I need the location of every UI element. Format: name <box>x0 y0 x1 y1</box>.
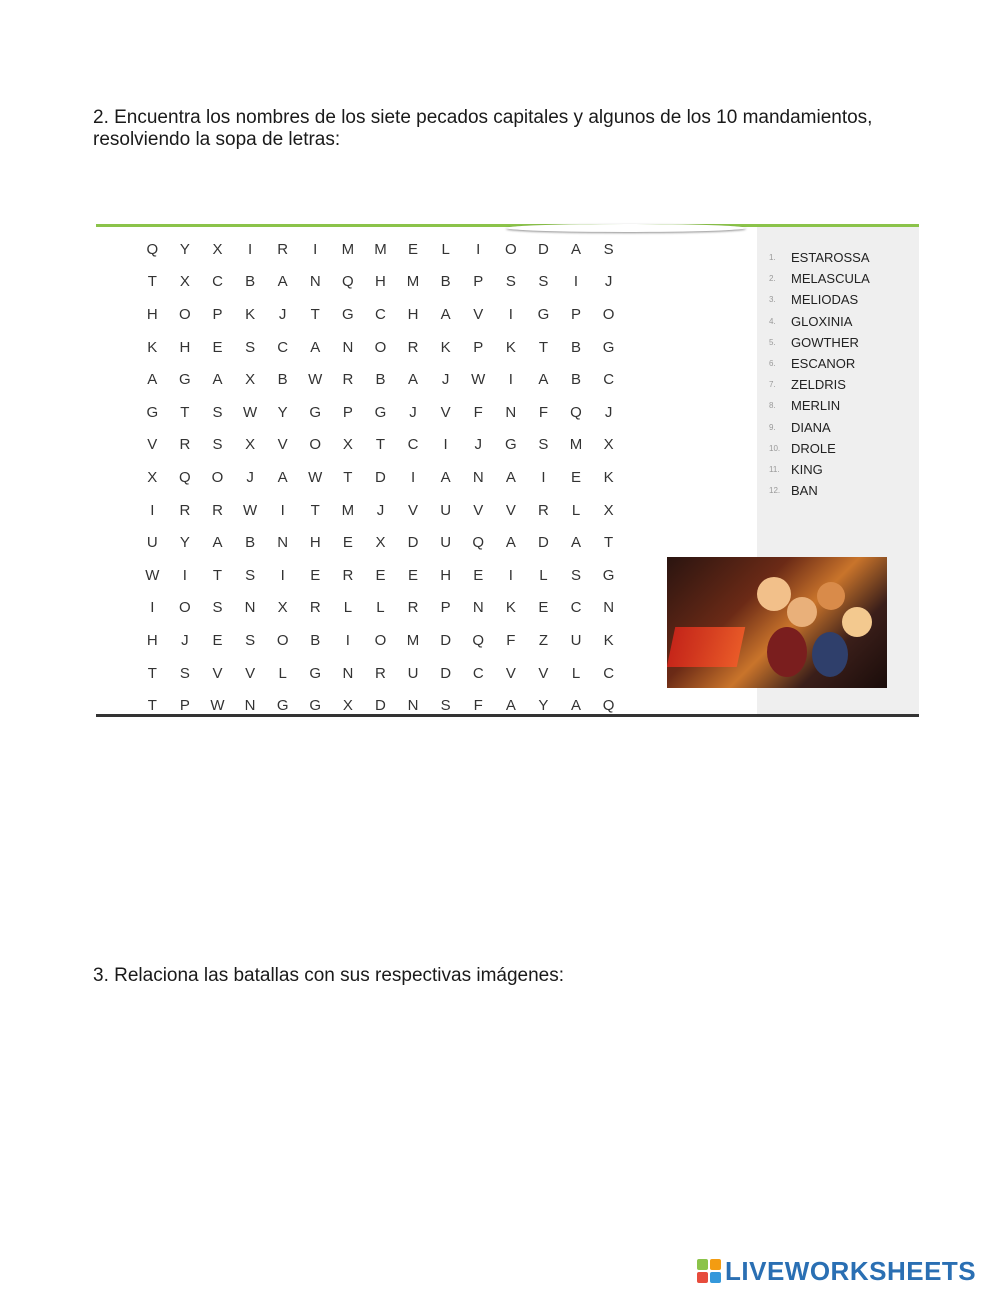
word-text: KING <box>791 461 823 477</box>
grid-letter[interactable]: V <box>505 664 516 682</box>
grid-letter[interactable]: X <box>342 436 353 454</box>
grid-letter[interactable]: C <box>407 436 419 454</box>
grid-letter[interactable]: E <box>408 240 419 258</box>
grid-letter[interactable]: E <box>473 566 484 584</box>
anime-artwork-image <box>667 557 887 688</box>
grid-letter[interactable]: O <box>374 631 387 649</box>
grid-letter[interactable]: I <box>345 631 350 649</box>
grid-letter[interactable]: F <box>473 403 483 421</box>
grid-letter[interactable]: B <box>310 631 321 649</box>
grid-letter[interactable]: S <box>538 436 549 454</box>
grid-letter[interactable]: F <box>538 403 548 421</box>
grid-letter[interactable]: T <box>343 468 353 486</box>
grid-letter[interactable]: P <box>571 305 582 323</box>
grid-letter[interactable]: L <box>278 664 287 682</box>
grid-letter[interactable]: O <box>179 305 191 323</box>
grid-letter[interactable]: O <box>374 338 387 356</box>
grid-letter[interactable]: O <box>211 468 224 486</box>
grid-letter[interactable]: X <box>375 534 386 552</box>
grid-letter[interactable]: I <box>541 468 546 486</box>
grid-letter[interactable]: J <box>181 631 189 649</box>
word-text: MELIODAS <box>791 292 859 308</box>
grid-letter[interactable]: S <box>245 566 256 584</box>
word-list <box>769 247 870 501</box>
word-list-item <box>769 332 870 353</box>
grid-letter[interactable]: G <box>504 436 517 454</box>
word-text: MERLIN <box>791 398 841 414</box>
logo-text: LIVEWORKSHEETS <box>725 1255 977 1286</box>
grid-letter[interactable]: O <box>276 631 289 649</box>
logo-blocks-icon <box>697 1259 721 1283</box>
grid-letter[interactable]: V <box>473 501 484 519</box>
word-text: MELASCULA <box>791 271 870 287</box>
logo-block <box>710 1259 721 1270</box>
grid-letter[interactable]: Y <box>538 697 549 715</box>
grid-letter[interactable]: Q <box>342 273 354 291</box>
grid-letter[interactable]: D <box>375 697 386 715</box>
grid-letter[interactable]: N <box>309 273 321 291</box>
grid-letter[interactable]: J <box>441 371 450 389</box>
grid-letter[interactable]: V <box>408 501 419 519</box>
grid-letter[interactable]: M <box>406 631 420 649</box>
grid-letter[interactable]: Q <box>602 697 615 715</box>
grid-letter[interactable]: T <box>310 501 320 519</box>
grid-letter[interactable]: T <box>180 403 190 421</box>
grid-letter[interactable]: S <box>603 240 614 258</box>
grid-letter[interactable]: I <box>508 305 513 323</box>
grid-letter[interactable]: G <box>276 697 289 715</box>
grid-letter[interactable]: E <box>212 631 223 649</box>
grid-letter[interactable]: L <box>441 240 450 258</box>
liveworksheets-logo <box>697 1257 976 1285</box>
grid-letter[interactable]: I <box>508 371 513 389</box>
grid-letter[interactable]: I <box>280 501 285 519</box>
grid-letter[interactable]: D <box>538 240 549 258</box>
grid-letter[interactable]: R <box>277 240 289 258</box>
grid-letter[interactable]: G <box>602 338 615 356</box>
grid-letter[interactable]: Q <box>570 403 582 421</box>
word-list-item <box>769 374 870 395</box>
grid-letter[interactable]: J <box>604 273 613 291</box>
grid-letter[interactable]: V <box>277 436 288 454</box>
grid-letter[interactable]: R <box>212 501 223 519</box>
grid-letter[interactable]: I <box>313 240 318 258</box>
grid-letter[interactable]: S <box>212 599 223 617</box>
grid-letter[interactable]: L <box>539 566 548 584</box>
grid-letter[interactable]: N <box>277 534 289 552</box>
question-3-text: 3. Relaciona las batallas con sus respectivas imágenes: <box>93 965 565 986</box>
grid-letter[interactable]: N <box>342 664 354 682</box>
grid-letter[interactable]: Y <box>179 240 190 258</box>
grid-letter[interactable]: X <box>277 599 288 617</box>
word-number: 6. <box>769 359 776 369</box>
grid-letter[interactable]: P <box>212 305 223 323</box>
grid-letter[interactable]: I <box>443 436 448 454</box>
word-list-item <box>769 417 870 438</box>
grid-letter[interactable]: N <box>472 468 484 486</box>
word-text: ESTAROSSA <box>791 250 870 266</box>
grid-letter[interactable]: I <box>150 599 155 617</box>
grid-letter[interactable]: X <box>342 697 353 715</box>
word-text: BAN <box>791 483 818 499</box>
grid-letter[interactable]: E <box>212 338 223 356</box>
grid-letter[interactable]: S <box>245 631 256 649</box>
grid-letter[interactable]: C <box>603 664 615 682</box>
word-text: ZELDRIS <box>791 377 846 393</box>
grid-letter[interactable]: E <box>310 566 321 584</box>
grid-letter[interactable]: V <box>245 664 256 682</box>
grid-letter[interactable]: A <box>212 534 223 552</box>
grid-letter[interactable]: M <box>341 240 355 258</box>
grid-letter[interactable]: J <box>604 403 613 421</box>
word-number: 7. <box>769 380 776 390</box>
grid-letter[interactable]: X <box>245 436 256 454</box>
grid-letter[interactable]: K <box>505 338 516 356</box>
grid-letter[interactable]: V <box>473 305 484 323</box>
grid-letter[interactable]: M <box>374 240 387 258</box>
grid-letter[interactable]: X <box>147 468 158 486</box>
grid-letter[interactable]: U <box>440 534 452 552</box>
grid-letter[interactable]: J <box>376 501 385 519</box>
grid-letter[interactable]: X <box>179 273 190 291</box>
word-list-item <box>769 459 870 480</box>
grid-letter[interactable]: N <box>472 599 484 617</box>
grid-letter[interactable]: T <box>604 534 614 552</box>
grid-letter[interactable]: B <box>375 371 386 389</box>
grid-letter[interactable]: J <box>278 305 287 323</box>
grid-letter[interactable]: R <box>179 501 191 519</box>
grid-letter[interactable]: T <box>147 664 157 682</box>
grid-letter[interactable]: S <box>179 664 190 682</box>
logo-block <box>710 1272 721 1283</box>
grid-letter[interactable]: A <box>505 468 516 486</box>
grid-letter[interactable]: A <box>538 371 549 389</box>
grid-letter[interactable]: E <box>408 566 419 584</box>
letter-grid <box>136 233 625 722</box>
grid-letter[interactable]: R <box>342 566 354 584</box>
grid-letter[interactable]: X <box>245 371 256 389</box>
grid-letter[interactable]: B <box>277 371 288 389</box>
grid-letter[interactable]: K <box>505 599 516 617</box>
grid-letter[interactable]: A <box>310 338 321 356</box>
grid-letter[interactable]: R <box>407 338 419 356</box>
word-number: 4. <box>769 316 776 326</box>
grid-letter[interactable]: A <box>212 371 223 389</box>
grid-letter[interactable]: A <box>505 697 516 715</box>
grid-letter[interactable]: P <box>473 273 484 291</box>
grid-letter[interactable]: H <box>375 273 386 291</box>
grid-letter[interactable]: W <box>308 371 323 389</box>
grid-letter[interactable]: V <box>147 436 158 454</box>
word-number: 12. <box>769 486 781 496</box>
grid-letter[interactable]: K <box>440 338 451 356</box>
grid-letter[interactable]: B <box>245 534 256 552</box>
grid-letter[interactable]: R <box>179 436 191 454</box>
grid-letter[interactable]: O <box>504 240 517 258</box>
logo-block <box>697 1259 708 1270</box>
grid-letter[interactable]: N <box>342 338 354 356</box>
word-list-item <box>769 247 870 268</box>
grid-letter[interactable]: D <box>440 631 452 649</box>
grid-letter[interactable]: K <box>603 631 614 649</box>
word-number: 11. <box>769 464 780 474</box>
grid-letter[interactable]: I <box>508 566 513 584</box>
grid-letter[interactable]: H <box>309 534 321 552</box>
grid-letter[interactable]: E <box>342 534 353 552</box>
word-number: 9. <box>769 422 776 432</box>
grid-letter[interactable]: W <box>471 371 486 389</box>
word-number: 2. <box>769 274 776 284</box>
grid-letter[interactable]: P <box>342 403 353 421</box>
grid-letter[interactable]: A <box>277 468 288 486</box>
grid-letter[interactable]: I <box>280 566 285 584</box>
grid-letter[interactable]: H <box>179 338 191 356</box>
grid-letter[interactable]: I <box>573 273 579 291</box>
word-text: GOWTHER <box>791 334 859 350</box>
grid-letter[interactable]: A <box>505 534 516 552</box>
grid-letter[interactable]: I <box>410 468 416 486</box>
grid-letter[interactable]: S <box>245 338 256 356</box>
grid-letter[interactable]: Z <box>538 631 548 649</box>
grid-letter[interactable]: S <box>538 273 549 291</box>
grid-letter[interactable]: E <box>538 599 549 617</box>
grid-letter[interactable]: B <box>440 273 451 291</box>
grid-letter[interactable]: X <box>212 240 223 258</box>
word-list-item <box>769 353 870 374</box>
grid-letter[interactable]: A <box>408 371 419 389</box>
grid-letter[interactable]: V <box>538 664 549 682</box>
word-number: 8. <box>769 401 776 411</box>
grid-letter[interactable]: D <box>407 534 419 552</box>
grid-letter[interactable]: T <box>310 305 320 323</box>
grid-letter[interactable]: W <box>145 566 160 584</box>
grid-letter[interactable]: T <box>147 697 157 715</box>
word-number: 1. <box>769 253 776 263</box>
grid-letter[interactable]: S <box>440 697 451 715</box>
grid-letter[interactable]: A <box>440 468 451 486</box>
word-search-panel <box>96 224 919 717</box>
grid-letter[interactable]: R <box>407 599 419 617</box>
grid-letter[interactable]: T <box>147 273 157 291</box>
grid-letter[interactable]: A <box>571 534 582 552</box>
grid-letter[interactable]: K <box>245 305 256 323</box>
grid-letter[interactable]: L <box>343 599 353 617</box>
grid-letter[interactable]: W <box>242 501 258 519</box>
grid-letter[interactable]: C <box>375 305 386 323</box>
grid-letter[interactable]: N <box>407 697 419 715</box>
grid-letter[interactable]: J <box>409 403 417 421</box>
grid-letter[interactable]: Q <box>146 240 159 258</box>
grid-letter[interactable]: H <box>146 305 158 323</box>
grid-letter[interactable]: R <box>375 664 386 682</box>
logo-block <box>697 1272 708 1283</box>
question-2-text: 2. Encuentra los nombres de los siete pecados capitales y algunos de los 10 mandamientos, resolviendo la sopa de letras: <box>93 107 873 150</box>
grid-letter[interactable]: I <box>182 566 187 584</box>
grid-letter[interactable]: G <box>309 403 322 421</box>
grid-letter[interactable]: B <box>571 371 582 389</box>
grid-letter[interactable]: A <box>147 371 158 389</box>
grid-letter[interactable]: C <box>277 338 289 356</box>
grid-letter[interactable]: E <box>571 468 582 486</box>
grid-letter[interactable]: S <box>505 273 516 291</box>
grid-letter[interactable]: T <box>538 338 548 356</box>
word-text: DROLE <box>791 440 836 456</box>
grid-letter[interactable]: W <box>210 697 225 715</box>
grid-letter[interactable]: D <box>375 468 386 486</box>
word-list-item <box>769 311 870 332</box>
grid-letter[interactable]: R <box>342 371 354 389</box>
grid-letter[interactable]: G <box>179 371 191 389</box>
grid-letter[interactable]: L <box>571 501 581 519</box>
word-list-item <box>769 268 870 289</box>
grid-letter[interactable]: R <box>309 599 321 617</box>
grid-letter[interactable]: P <box>440 599 451 617</box>
grid-letter[interactable]: I <box>247 240 253 258</box>
grid-letter[interactable]: N <box>603 599 615 617</box>
grid-letter[interactable]: G <box>537 305 550 323</box>
grid-letter[interactable]: N <box>244 697 256 715</box>
grid-letter[interactable]: C <box>570 599 582 617</box>
grid-letter[interactable]: P <box>473 338 484 356</box>
grid-letter[interactable]: C <box>603 371 615 389</box>
grid-letter[interactable]: J <box>246 468 254 486</box>
grid-letter[interactable]: M <box>406 273 420 291</box>
grid-letter[interactable]: H <box>407 305 419 323</box>
grid-letter[interactable]: W <box>308 468 323 486</box>
grid-letter[interactable]: M <box>569 436 583 454</box>
grid-letter[interactable]: T <box>212 566 223 584</box>
word-list-item <box>769 438 870 459</box>
grid-letter[interactable]: D <box>538 534 549 552</box>
grid-letter[interactable]: U <box>440 501 452 519</box>
grid-letter[interactable]: G <box>309 697 322 715</box>
decorative-arc <box>506 224 746 232</box>
word-number: 5. <box>769 337 776 347</box>
grid-letter[interactable]: O <box>309 436 322 454</box>
word-list-item <box>769 480 870 501</box>
grid-letter[interactable]: M <box>341 501 355 519</box>
grid-letter[interactable]: X <box>603 501 614 519</box>
grid-letter[interactable]: A <box>277 273 288 291</box>
grid-letter[interactable]: A <box>440 305 451 323</box>
word-list-item <box>769 395 870 416</box>
grid-letter[interactable]: Y <box>277 403 288 421</box>
grid-letter[interactable]: V <box>505 501 516 519</box>
grid-letter[interactable]: Q <box>179 468 191 486</box>
grid-letter[interactable]: J <box>474 436 482 454</box>
word-text: GLOXINIA <box>791 313 853 329</box>
grid-letter[interactable]: X <box>603 436 614 454</box>
word-number: 3. <box>769 295 776 305</box>
grid-letter[interactable]: G <box>374 403 387 421</box>
grid-letter[interactable]: O <box>602 305 615 323</box>
grid-letter[interactable]: L <box>376 599 385 617</box>
grid-letter[interactable]: S <box>212 436 223 454</box>
grid-letter[interactable]: B <box>571 338 582 356</box>
grid-letter[interactable]: H <box>440 566 452 584</box>
word-number: 10. <box>769 443 781 453</box>
grid-letter[interactable]: Q <box>472 631 485 649</box>
grid-letter[interactable]: U <box>146 534 158 552</box>
grid-letter[interactable]: H <box>146 631 158 649</box>
grid-letter[interactable]: Y <box>179 534 190 552</box>
grid-letter[interactable]: F <box>473 697 483 715</box>
grid-letter[interactable]: K <box>603 468 614 486</box>
grid-letter[interactable]: C <box>212 273 223 291</box>
grid-letter[interactable]: V <box>212 664 223 682</box>
grid-letter[interactable]: G <box>602 566 615 584</box>
word-list-item <box>769 289 870 310</box>
word-text: ESCANOR <box>791 356 856 372</box>
grid-letter[interactable]: R <box>538 501 549 519</box>
grid-letter[interactable]: P <box>179 697 190 715</box>
grid-letter[interactable]: C <box>472 664 484 682</box>
artwork-title-banner <box>667 627 745 667</box>
grid-letter[interactable]: V <box>440 403 451 421</box>
grid-letter[interactable]: N <box>244 599 256 617</box>
grid-letter[interactable]: L <box>571 664 581 682</box>
word-text: DIANA <box>791 419 831 435</box>
grid-letter[interactable]: U <box>570 631 582 649</box>
grid-letter[interactable]: U <box>407 664 419 682</box>
grid-letter[interactable]: D <box>440 664 452 682</box>
grid-letter[interactable]: Q <box>472 534 485 552</box>
grid-letter[interactable]: G <box>146 403 159 421</box>
grid-letter[interactable]: F <box>506 631 516 649</box>
grid-letter[interactable]: O <box>179 599 191 617</box>
grid-letter[interactable]: N <box>505 403 517 421</box>
grid-letter[interactable]: I <box>476 240 481 258</box>
grid-letter[interactable]: K <box>147 338 158 356</box>
grid-letter[interactable]: S <box>212 403 223 421</box>
grid-letter[interactable]: S <box>571 566 582 584</box>
grid-letter[interactable]: E <box>375 566 386 584</box>
grid-letter[interactable]: A <box>571 240 582 258</box>
grid-letter[interactable]: B <box>245 273 256 291</box>
grid-letter[interactable]: A <box>571 697 582 715</box>
grid-letter[interactable]: G <box>342 305 354 323</box>
grid-letter[interactable]: G <box>309 664 322 682</box>
grid-letter[interactable]: I <box>150 501 155 519</box>
grid-letter[interactable]: T <box>375 436 386 454</box>
grid-letter[interactable]: W <box>242 403 258 421</box>
